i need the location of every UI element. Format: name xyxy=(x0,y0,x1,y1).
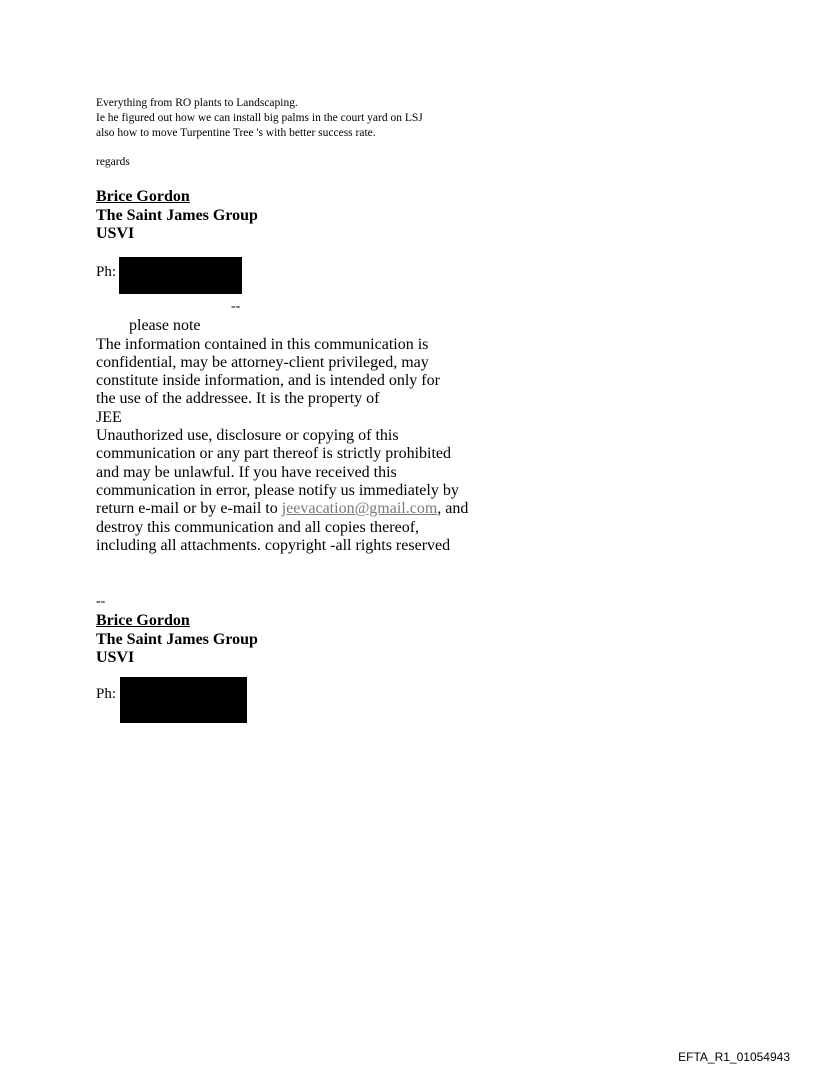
signature-2-separator: -- xyxy=(96,594,106,609)
phone-label: Ph: xyxy=(96,686,117,702)
redaction-box-phone-2 xyxy=(120,677,247,723)
intro-line-1: Everything from RO plants to Landscaping. xyxy=(96,97,298,109)
disclaimer-line: JEE xyxy=(96,408,122,426)
disclaimer-line: including all attachments. copyright -all rights reserved xyxy=(96,536,451,554)
disclaimer-line: communication in error, please notify us immediately by xyxy=(96,481,459,499)
email-link[interactable]: jeevacation@gmail.com xyxy=(281,500,438,518)
separator-dashes: -- xyxy=(231,299,241,314)
signature-company: The Saint James Group xyxy=(96,630,258,648)
disclaimer-line-email xyxy=(96,500,468,518)
signature-1 xyxy=(96,188,258,244)
disclaimer-line: Unauthorized use, disclosure or copying of this xyxy=(96,427,399,444)
signature-company: The Saint James Group xyxy=(96,206,258,224)
disclaimer-line: the use of the addressee. It is the property of xyxy=(96,390,380,408)
signature-2 xyxy=(96,612,258,668)
disclaimer-line: confidential, may be attorney-client privileged, may xyxy=(96,353,429,371)
disclaimer-line: and may be unlawful. If you have received this xyxy=(96,463,397,481)
disclaimer-email-prefix: return e-mail or by e-mail to xyxy=(96,500,282,518)
disclaimer-line: The information contained in this communication is xyxy=(96,335,429,353)
disclaimer-line: destroy this communication and all copies thereof, xyxy=(96,518,420,536)
phone-label: Ph: xyxy=(96,264,117,280)
redaction-box-phone-1 xyxy=(119,257,242,294)
signature-name: Brice Gordon xyxy=(96,188,190,205)
disclaimer-line: constitute inside information, and is intended only for xyxy=(96,372,440,390)
document-id: EFTA_R1_01054943 xyxy=(678,1050,790,1064)
closing-regards: regards xyxy=(96,156,130,168)
intro-line-2: Ie he figured out how we can install big palms in the court yard on LSJ xyxy=(96,112,423,124)
intro-line-3: also how to move Turpentine Tree 's with better success rate. xyxy=(96,127,376,139)
signature-location: USVI xyxy=(96,649,135,666)
disclaimer-email-suffix: , and xyxy=(437,500,469,518)
signature-location: USVI xyxy=(96,225,135,242)
disclaimer-heading: please note xyxy=(129,317,201,334)
disclaimer-line: communication or any part thereof is strictly prohibited xyxy=(96,445,452,463)
signature-name: Brice Gordon xyxy=(96,612,190,629)
